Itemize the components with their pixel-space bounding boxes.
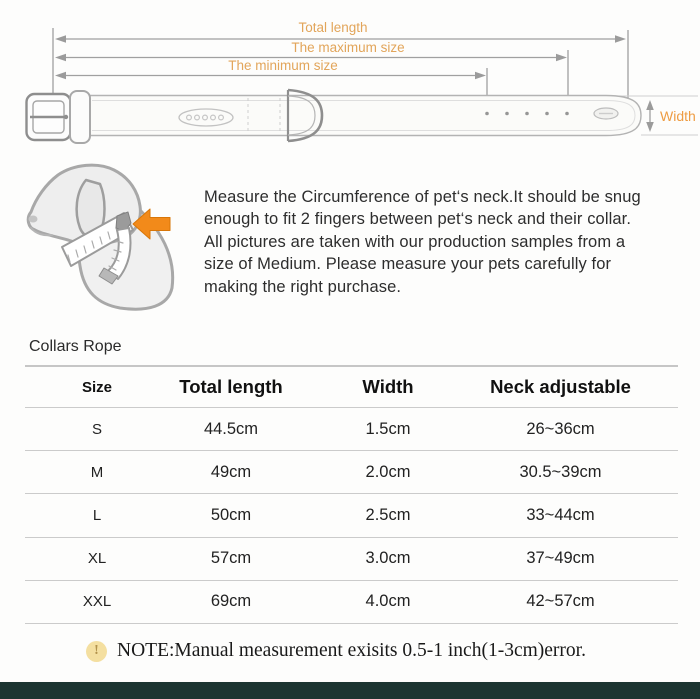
cell-width: 2.5cm: [365, 505, 411, 524]
size-table-header-row: [25, 367, 678, 408]
cell-total-length: 50cm: [210, 505, 252, 524]
dog-measuring-illustration: [18, 158, 208, 316]
instruction-line: All pictures are taken with our production samples from a: [204, 232, 626, 251]
cell-total-length: 49cm: [210, 462, 252, 481]
table-row: [25, 538, 678, 581]
dog-nose: [29, 216, 38, 223]
cell-width: 1.5cm: [365, 419, 411, 438]
column-header-total-length: Total length: [179, 376, 283, 397]
collar-illustration: [27, 90, 699, 143]
cell-size: S: [91, 420, 102, 438]
footer-bar: [0, 682, 700, 699]
instruction-line: enough to fit 2 fingers between pet‘s neck and their collar.: [204, 210, 632, 229]
cell-total-length: 57cm: [210, 549, 252, 568]
minimum-size-label: The minimum size: [228, 58, 338, 73]
size-table: [25, 365, 678, 624]
exclamation-icon: !: [86, 641, 107, 662]
cell-neck-adjustable: 30.5~39cm: [519, 462, 602, 481]
table-row: [25, 494, 678, 537]
collar-measurement-diagram: [0, 0, 700, 158]
width-label: Width: [660, 108, 696, 124]
measuring-instructions: [204, 186, 700, 298]
instruction-line: Measure the Circumference of pet‘s neck.It should be snug: [204, 188, 641, 206]
total-length-label: Total length: [298, 20, 368, 35]
cell-neck-adjustable: 26~36cm: [526, 419, 595, 438]
note-row: [86, 640, 586, 662]
cell-neck-adjustable: 33~44cm: [526, 505, 595, 524]
cell-neck-adjustable: 42~57cm: [526, 592, 595, 611]
cell-total-length: 69cm: [210, 592, 252, 611]
keeper-loop: [70, 91, 90, 143]
column-header-neck-adjustable: Neck adjustable: [490, 376, 631, 397]
instruction-line: making the right purchase.: [204, 277, 402, 296]
table-row: [25, 581, 678, 624]
cell-size: XL: [87, 550, 107, 568]
cell-neck-adjustable: 37~49cm: [526, 549, 595, 568]
table-row: [25, 451, 678, 494]
cell-width: 3.0cm: [365, 549, 411, 568]
cell-size: L: [92, 506, 102, 524]
cell-size: XXL: [82, 593, 112, 611]
cell-width: 4.0cm: [365, 592, 411, 611]
note-text: NOTE:Manual measurement exisits 0.5-1 inch(1-3cm)error.: [117, 640, 586, 661]
maximum-size-label: The maximum size: [291, 40, 405, 55]
column-header-width: Width: [362, 376, 414, 397]
cell-size: M: [90, 463, 104, 481]
cell-total-length: 44.5cm: [203, 419, 259, 438]
instruction-line: size of Medium. Please measure your pets carefully for: [204, 255, 612, 274]
column-header-size: Size: [81, 378, 112, 396]
size-table-title: Collars Rope: [29, 338, 122, 355]
table-row: [25, 408, 678, 451]
cell-width: 2.0cm: [365, 462, 411, 481]
